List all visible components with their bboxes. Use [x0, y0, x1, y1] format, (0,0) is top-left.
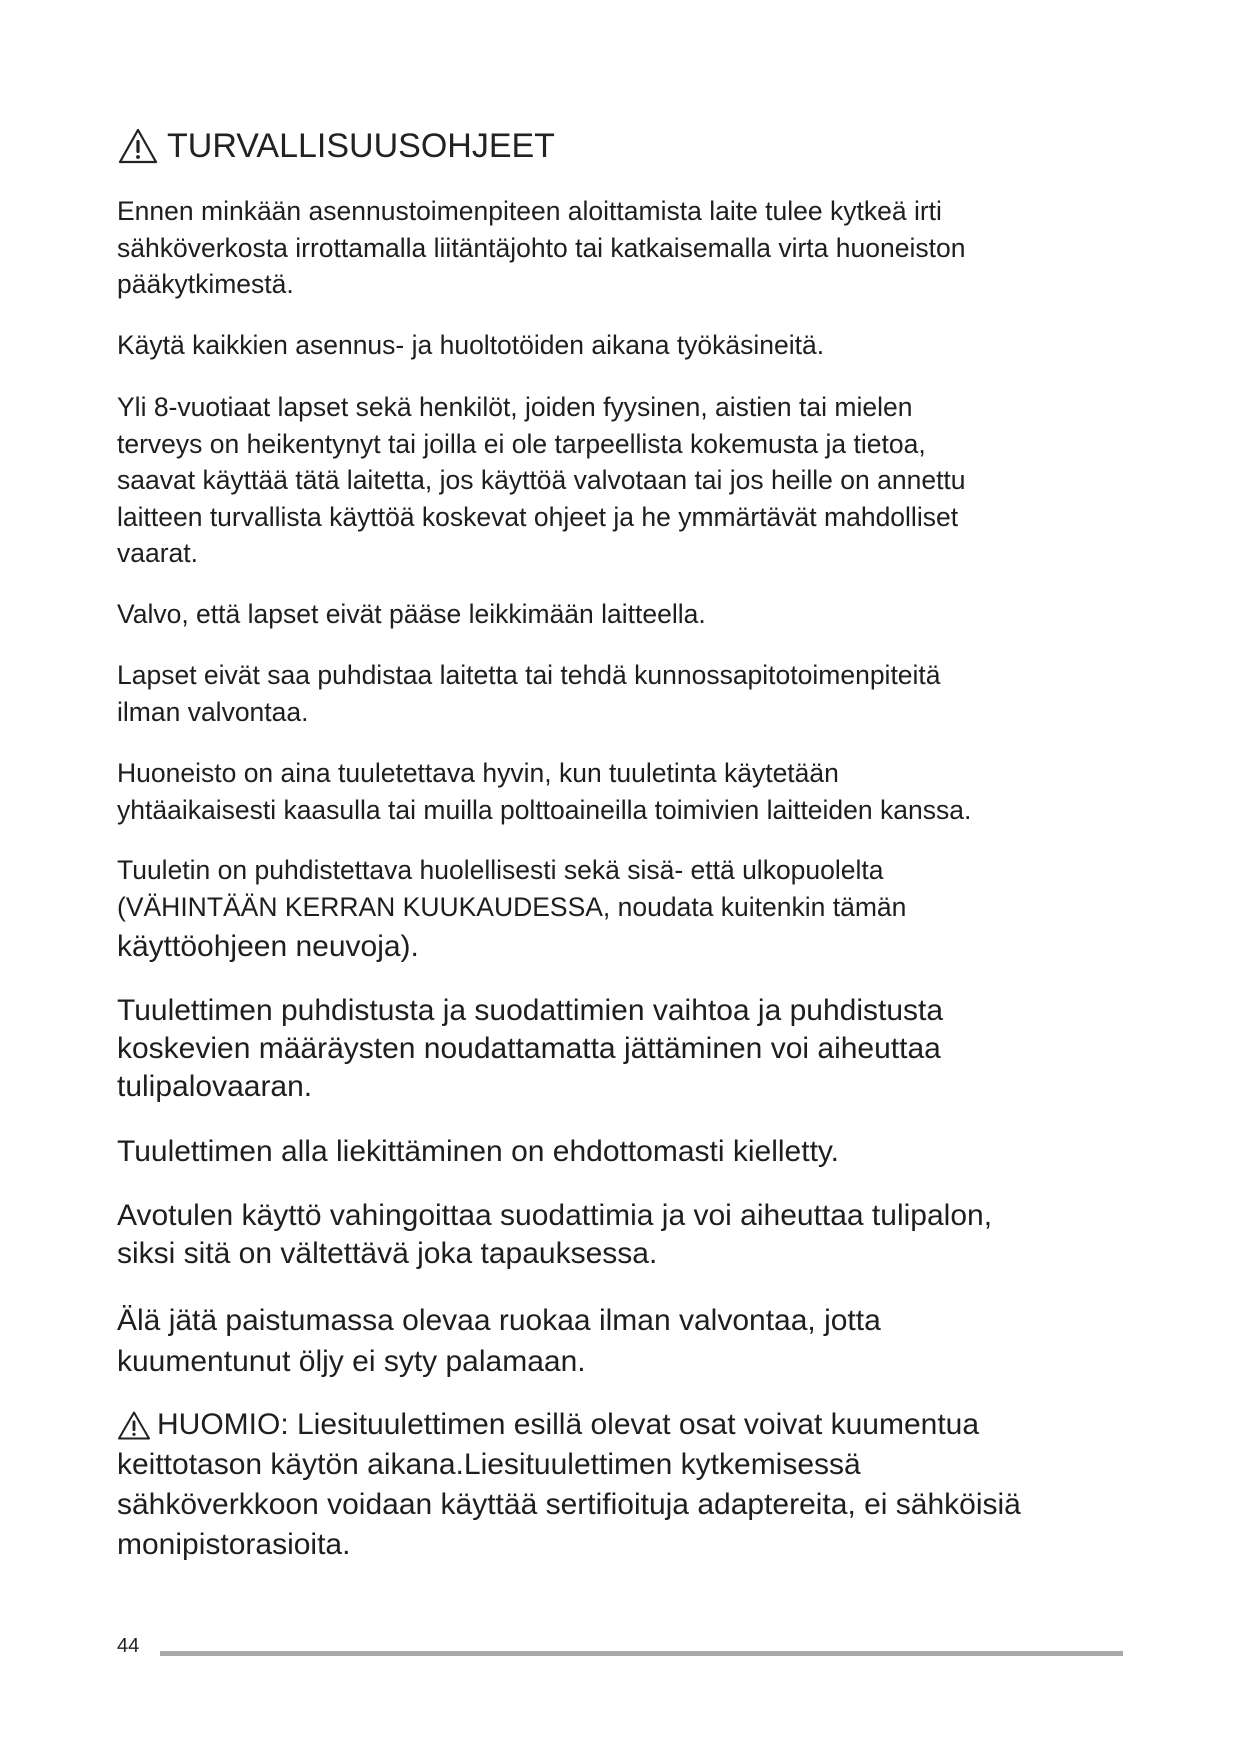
paragraph-line: Tuulettimen puhdistusta ja suodattimien vaihtoa ja puhdistusta [117, 994, 944, 1027]
paragraph-flambe-forbidden [117, 1133, 839, 1171]
warning-icon [117, 1410, 151, 1441]
paragraph-line: pääkytkimestä. [117, 269, 294, 299]
paragraph-line: Lapset eivät saa puhdistaa laitetta tai tehdä kunnossapitotoimenpiteitä [117, 660, 941, 690]
paragraph-line: vaarat. [117, 538, 199, 568]
paragraph-line: ilman valvontaa. [117, 696, 309, 727]
paragraph-line: laitteen turvallista käyttöä koskevat ohjeet ja he ymmärtävät mahdolliset [117, 501, 959, 532]
paragraph-frying-unattended [117, 1300, 881, 1382]
paragraph-line: sähköverkosta irrottamalla liitäntäjohto tai katkaisemalla virta huoneiston [117, 232, 966, 263]
paragraph-line: tulipalovaaran. [117, 1070, 313, 1103]
notice-line: keittotason käytön aikana.Liesituulettimen kytkemisessä [117, 1448, 861, 1481]
paragraph-line: Avotulen käyttö vahingoittaa suodattimia ja voi aiheuttaa tulipalon, [117, 1199, 993, 1232]
notice-paragraph [117, 1405, 1021, 1565]
paragraph-line: Huoneisto on aina tuuletettava hyvin, kun tuuletinta käytetään [117, 758, 839, 788]
paragraph-line: saavat käyttää tätä laitetta, jos käyttöä valvotaan tai jos heille on annettu [117, 465, 966, 495]
paragraph-line: (VÄHINTÄÄN KERRAN KUUKAUDESSA, noudata kuitenkin tämän [117, 891, 907, 922]
page-number: 44 [117, 1635, 140, 1657]
notice-line: sähköverkkoon voidaan käyttää sertifioituja adaptereita, ei sähköisiä [117, 1488, 1021, 1521]
warning-icon [117, 127, 159, 165]
paragraph-line: koskevien määräysten noudattamatta jättäminen voi aiheuttaa [117, 1032, 941, 1065]
paragraph-line: siksi sitä on vältettävä joka tapauksessa. [117, 1236, 658, 1270]
paragraph-line: Käytä kaikkien asennus- ja huoltotöiden aikana työkäsineitä. [117, 330, 825, 360]
paragraph-disconnect-power [117, 193, 965, 303]
notice-first-line [117, 1405, 1021, 1445]
paragraph-line: Tuulettimen alla liekittäminen on ehdottomasti kielletty. [117, 1135, 840, 1168]
paragraph-line: Valvo, että lapset eivät pääse leikkimään laitteella. [117, 599, 706, 629]
paragraph-line: Ennen minkään asennustoimenpiteen aloittamista laite tulee kytkeä irti [117, 196, 942, 226]
page-title: TURVALLISUUSOHJEET [167, 127, 555, 165]
paragraph-cleaning-frequency [117, 852, 906, 968]
paragraph-fire-risk [117, 992, 943, 1106]
paragraph-ventilation [117, 755, 971, 828]
footer-rule [160, 1651, 1123, 1656]
paragraph-gloves [117, 327, 824, 364]
notice-line: monipistorasioita. [117, 1528, 351, 1561]
section-title [117, 124, 555, 168]
paragraph-open-flame [117, 1197, 992, 1272]
paragraph-line: Älä jätä paistumassa olevaa ruokaa ilman valvontaa, jotta [117, 1304, 881, 1337]
notice-line: HUOMIO: Liesituulettimen esillä olevat osat voivat kuumentua [157, 1408, 980, 1441]
paragraph-line: Yli 8-vuotiaat lapset sekä henkilöt, joiden fyysinen, aistien tai mielen [117, 392, 913, 422]
paragraph-line: terveys on heikentynyt tai joilla ei ole tarpeellista kokemusta ja tietoa, [117, 428, 926, 459]
paragraph-line: yhtäaikaisesti kaasulla tai muilla polttoaineilla toimivien laitteiden kanssa. [117, 794, 972, 825]
paragraph-children-cleaning [117, 657, 941, 730]
paragraph-line: kuumentunut öljy ei syty palamaan. [117, 1345, 586, 1378]
paragraph-line: käyttöohjeen neuvoja). [117, 930, 419, 963]
paragraph-supervise-children [117, 596, 706, 633]
paragraph-children-persons [117, 389, 966, 572]
paragraph-line: Tuuletin on puhdistettava huolellisesti sekä sisä- että ulkopuolelta [117, 855, 884, 885]
